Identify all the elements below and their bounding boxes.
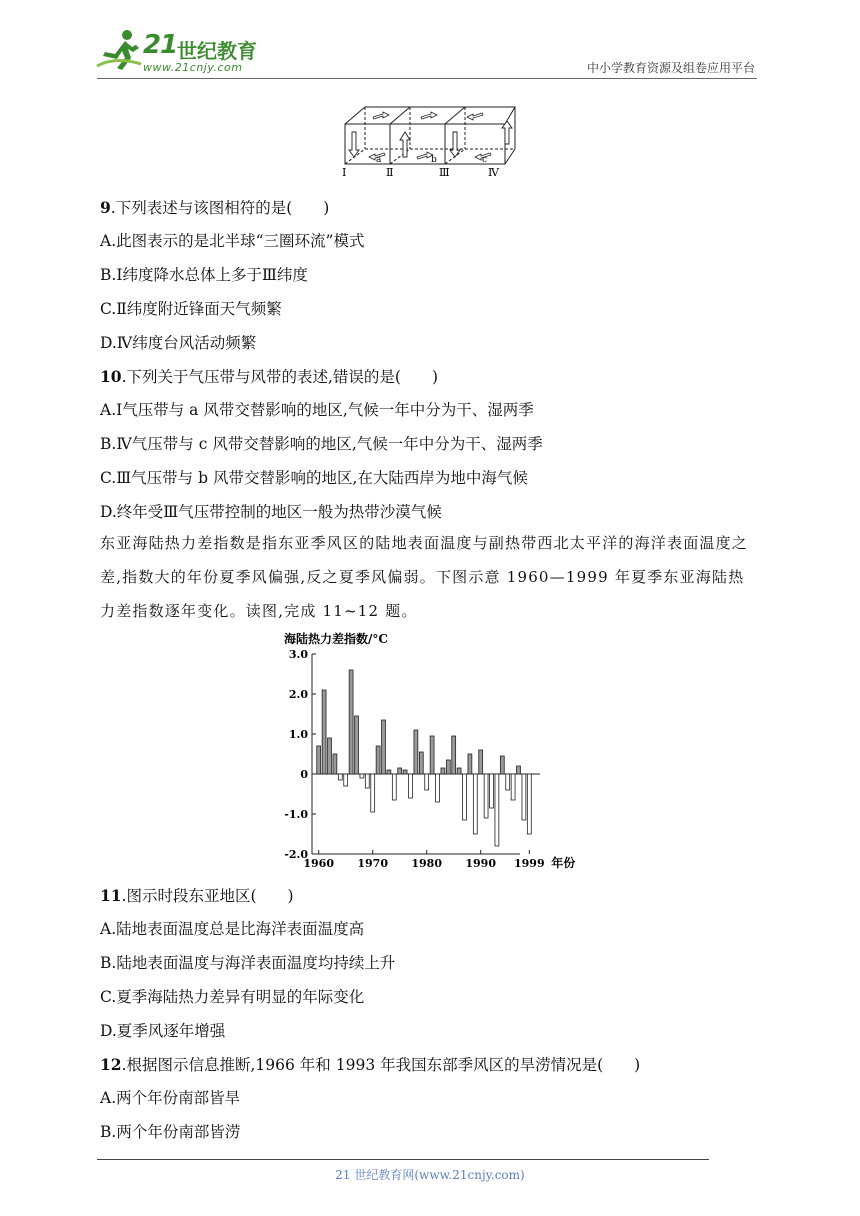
latitude-label-3: Ⅲ bbox=[439, 166, 450, 179]
x-axis-label: 年份 bbox=[551, 856, 576, 870]
question-12-option-b[interactable]: B.两个年份南部皆涝 bbox=[100, 1123, 241, 1141]
question-9-option-a[interactable]: A.此图表示的是北半球“三圈环流”模式 bbox=[100, 232, 365, 250]
bar-1967 bbox=[355, 716, 359, 774]
bar-1977 bbox=[409, 774, 413, 798]
question-9-stem: 9.下列表述与该图相符的是( ) bbox=[100, 198, 330, 217]
bar-1979 bbox=[419, 752, 423, 774]
bar-1968 bbox=[360, 774, 364, 778]
question-number: 9 bbox=[100, 198, 111, 217]
latitude-label-4: Ⅳ bbox=[488, 166, 499, 179]
question-11-option-a[interactable]: A.陆地表面温度总是比海洋表面温度高 bbox=[100, 920, 365, 938]
latitude-label-2: Ⅱ bbox=[386, 166, 394, 179]
x-tick-label: 1999 bbox=[513, 857, 545, 870]
bar-1994 bbox=[500, 756, 504, 774]
question-11-option-c[interactable]: C.夏季海陆热力差异有明显的年际变化 bbox=[100, 988, 365, 1006]
wind-label-c: c bbox=[482, 155, 488, 165]
bar-1980 bbox=[425, 774, 429, 790]
heat-contrast-index-chart bbox=[270, 628, 600, 874]
passage-text: 东亚海陆热力差指数是指东亚季风区的陆地表面温度与副热带西北太平洋的海洋表面温度之差,指数大的年份夏季风偏强,反之夏季风偏弱。下图示意 1960—1999 年夏季东亚海陆热力差指数逐年变化。读图,完成 11~12 题。 bbox=[100, 534, 749, 620]
bar-1963 bbox=[333, 754, 337, 774]
bar-1981 bbox=[430, 736, 434, 774]
circulation-diagram bbox=[335, 104, 525, 180]
bar-1972 bbox=[382, 720, 386, 774]
question-11-option-d[interactable]: D.夏季风逐年增强 bbox=[100, 1022, 226, 1040]
question-9-option-b[interactable]: B.Ⅰ纬度降水总体上多于Ⅲ纬度 bbox=[100, 266, 308, 284]
latitude-label-1: Ⅰ bbox=[342, 166, 347, 179]
bar-1971 bbox=[376, 746, 380, 774]
bar-1984 bbox=[446, 760, 450, 774]
bar-1999 bbox=[527, 774, 531, 834]
logo-number: 21 bbox=[143, 30, 178, 60]
wind-label-a: a bbox=[376, 155, 382, 165]
bar-1993 bbox=[495, 774, 499, 846]
question-number: 10 bbox=[100, 367, 122, 386]
bar-1987 bbox=[463, 774, 467, 820]
bar-1998 bbox=[522, 774, 526, 820]
bar-1978 bbox=[414, 730, 418, 774]
bar-1965 bbox=[344, 774, 348, 786]
bar-1964 bbox=[338, 774, 342, 780]
wind-label-b: b bbox=[431, 155, 437, 165]
logo-url: www.21cnjy.com bbox=[143, 61, 243, 74]
chart-ylabel: 海陆热力差指数/°C bbox=[284, 632, 388, 646]
footer-text[interactable]: 21 世纪教育网(www.21cnjy.com) bbox=[335, 1168, 525, 1182]
question-12-stem: 12.根据图示信息推断,1966 年和 1993 年我国东部季风区的旱涝情况是( ) bbox=[100, 1055, 641, 1074]
bar-1975 bbox=[398, 768, 402, 774]
question-10-option-c[interactable]: C.Ⅲ气压带与 b 风带交替影响的地区,在大陆西岸为地中海气候 bbox=[100, 469, 528, 487]
bar-1996 bbox=[511, 774, 515, 800]
x-tick-label: 1970 bbox=[357, 857, 389, 870]
site-logo[interactable] bbox=[95, 26, 265, 78]
bar-1991 bbox=[484, 774, 488, 818]
bar-1992 bbox=[490, 774, 494, 808]
bar-1997 bbox=[517, 766, 521, 774]
bar-1990 bbox=[479, 750, 483, 774]
question-10-option-b[interactable]: B.Ⅳ气压带与 c 风带交替影响的地区,气候一年中分为干、湿两季 bbox=[100, 435, 543, 453]
bar-1988 bbox=[468, 754, 472, 774]
question-10-stem: 10.下列关于气压带与风带的表述,错误的是( ) bbox=[100, 367, 439, 386]
y-tick-label: -1.0 bbox=[284, 808, 308, 821]
question-10-option-a[interactable]: A.Ⅰ气压带与 a 风带交替影响的地区,气候一年中分为干、湿两季 bbox=[100, 401, 534, 419]
bar-1973 bbox=[387, 770, 391, 774]
bar-1960 bbox=[317, 746, 321, 774]
question-12-option-a[interactable]: A.两个年份南部皆旱 bbox=[100, 1089, 241, 1107]
y-tick-label: 2.0 bbox=[288, 688, 308, 701]
question-number: 12 bbox=[100, 1055, 122, 1074]
header-divider bbox=[97, 78, 757, 79]
question-9-option-c[interactable]: C.Ⅱ纬度附近锋面天气频繁 bbox=[100, 300, 282, 318]
question-11-stem: 11.图示时段东亚地区( ) bbox=[100, 886, 294, 905]
bar-1983 bbox=[441, 768, 445, 774]
y-tick-label: 0 bbox=[300, 768, 308, 781]
bar-1970 bbox=[371, 774, 375, 812]
question-9-option-d[interactable]: D.Ⅳ纬度台风活动频繁 bbox=[100, 334, 257, 352]
bar-1986 bbox=[457, 768, 461, 774]
question-10-option-d[interactable]: D.终年受Ⅲ气压带控制的地区一般为热带沙漠气候 bbox=[100, 503, 442, 521]
runner-icon bbox=[95, 28, 143, 74]
footer-divider bbox=[97, 1159, 709, 1160]
header-platform-text: 中小学教育资源及组卷应用平台 bbox=[586, 61, 755, 75]
x-tick-label: 1960 bbox=[303, 857, 335, 870]
bar-1969 bbox=[365, 774, 369, 788]
bar-1985 bbox=[452, 736, 456, 774]
y-tick-label: 1.0 bbox=[288, 728, 308, 741]
x-tick-label: 1980 bbox=[411, 857, 443, 870]
bar-1966 bbox=[349, 670, 353, 774]
bar-1976 bbox=[403, 770, 407, 774]
x-tick-label: 1990 bbox=[465, 857, 497, 870]
bar-1974 bbox=[392, 774, 396, 800]
bar-1961 bbox=[322, 690, 326, 774]
bar-1982 bbox=[436, 774, 440, 802]
bar-1995 bbox=[506, 774, 510, 790]
logo-text: 世纪教育 bbox=[177, 39, 257, 63]
question-number: 11 bbox=[100, 886, 122, 905]
y-tick-label: 3.0 bbox=[288, 648, 308, 661]
bar-1989 bbox=[473, 774, 477, 834]
bar-1962 bbox=[328, 738, 332, 774]
y-tick-label: -2.0 bbox=[284, 848, 308, 861]
question-11-option-b[interactable]: B.陆地表面温度与海洋表面温度均持续上升 bbox=[100, 954, 396, 972]
